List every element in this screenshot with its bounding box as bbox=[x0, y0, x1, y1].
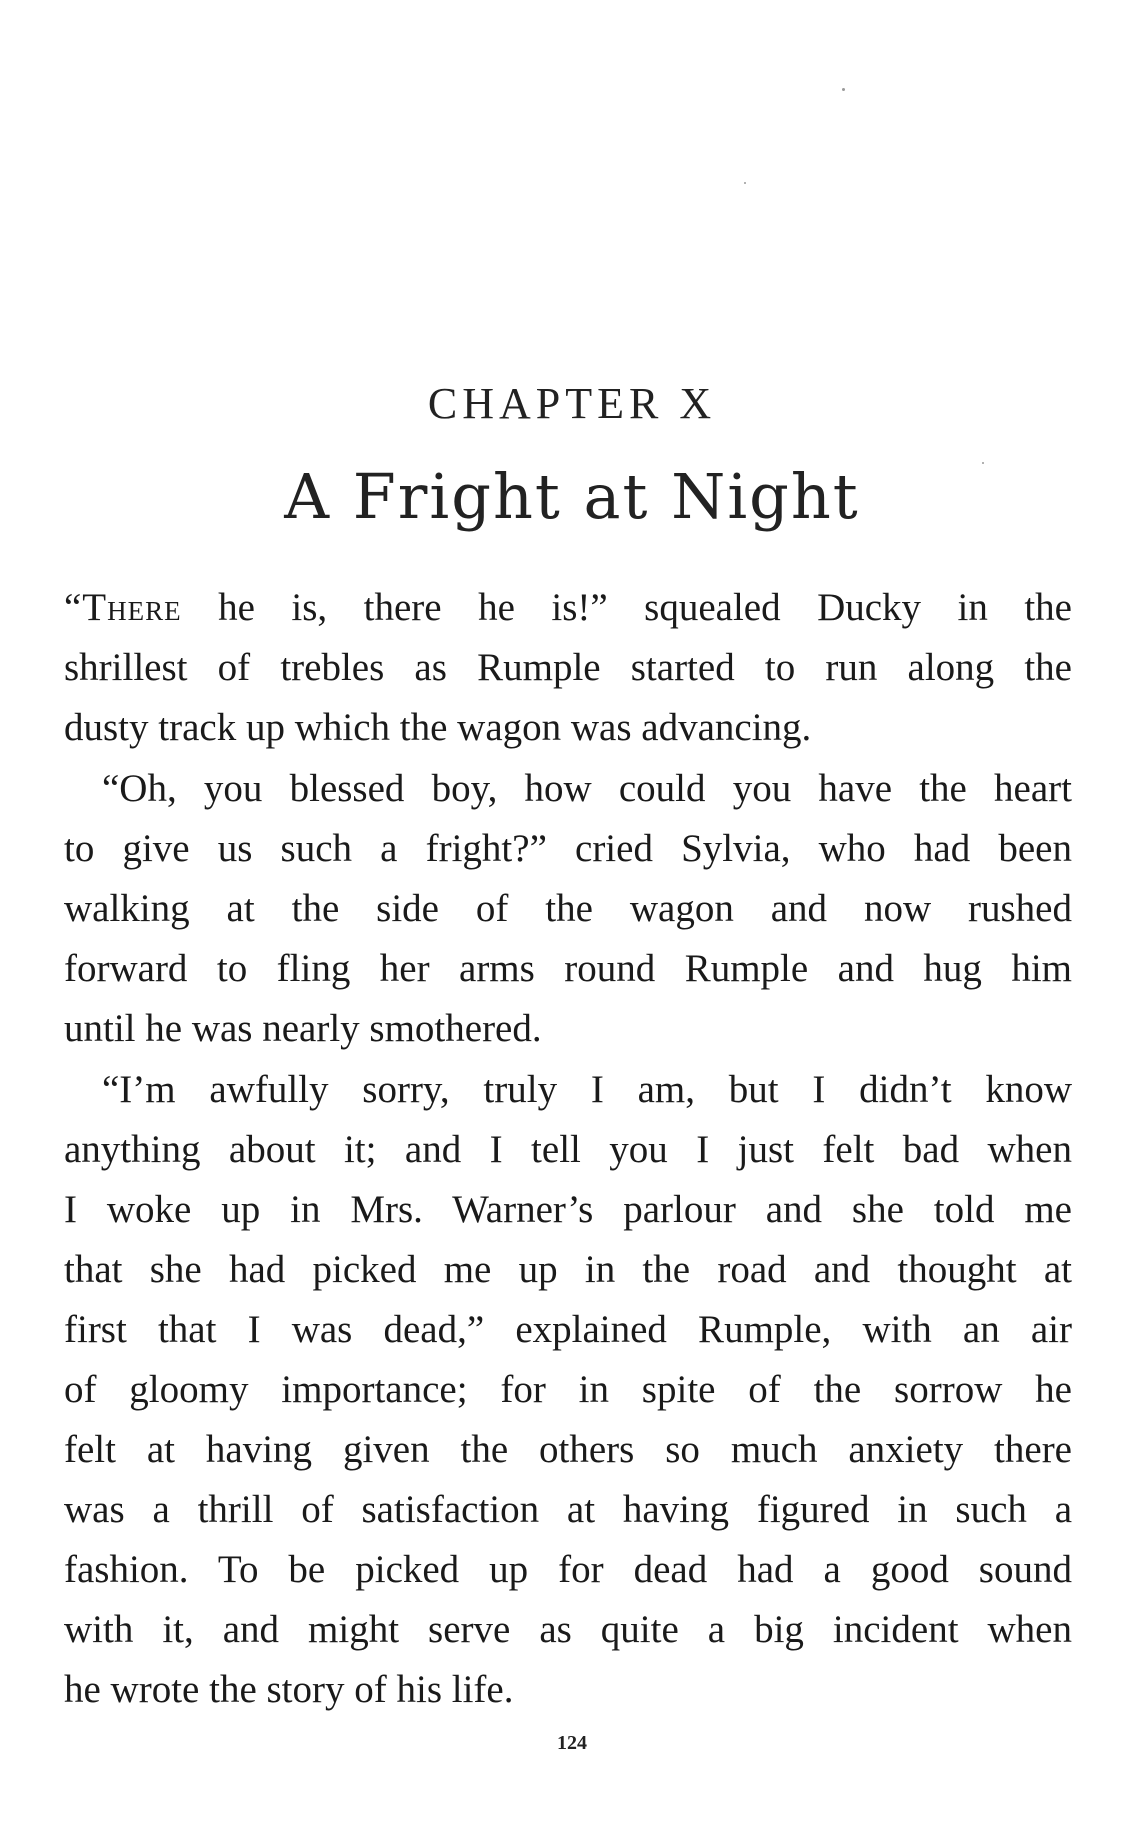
text-line: was a thrill of satisfaction at having figured in such a bbox=[64, 1488, 1072, 1531]
text-line: anything about it; and I tell you I just felt bad when bbox=[64, 1128, 1072, 1171]
text-line: shrillest of trebles as Rumple started to run along the bbox=[64, 646, 1072, 689]
chapter-label: CHAPTER X bbox=[427, 379, 717, 428]
page-number: 124 bbox=[557, 1732, 587, 1754]
text-line: that she had picked me up in the road and thought at bbox=[64, 1248, 1072, 1291]
line-text: he is, there he is!” squealed Ducky in the bbox=[181, 586, 1072, 629]
text-line: “Oh, you blessed boy, how could you have the heart bbox=[102, 767, 1072, 810]
text-line: fashion. To be picked up for dead had a good sound bbox=[64, 1548, 1072, 1591]
text-line: walking at the side of the wagon and now rushed bbox=[64, 887, 1072, 930]
text-line: to give us such a fright?” cried Sylvia, who had been bbox=[64, 827, 1072, 870]
opening-word: “There bbox=[64, 586, 182, 629]
text-line: he wrote the story of his life. bbox=[64, 1668, 514, 1711]
ink-speck bbox=[744, 182, 746, 184]
chapter-title: A Fright at Night bbox=[284, 460, 860, 533]
text-line: dusty track up which the wagon was advancing. bbox=[64, 706, 812, 749]
text-line: of gloomy importance; for in spite of the sorrow he bbox=[64, 1368, 1072, 1411]
text-line: first that I was dead,” explained Rumple, with an air bbox=[64, 1308, 1072, 1351]
text-line: I woke up in Mrs. Warner’s parlour and she told me bbox=[64, 1188, 1072, 1231]
text-line: until he was nearly smothered. bbox=[64, 1007, 542, 1050]
text-line bbox=[64, 578, 1072, 638]
text-line: felt at having given the others so much anxiety there bbox=[64, 1428, 1072, 1471]
ink-speck bbox=[842, 88, 845, 91]
text-line: “I’m awfully sorry, truly I am, but I didn’t know bbox=[102, 1068, 1072, 1111]
text-line: with it, and might serve as quite a big incident when bbox=[64, 1608, 1072, 1651]
text-line: forward to fling her arms round Rumple and hug him bbox=[64, 947, 1072, 990]
